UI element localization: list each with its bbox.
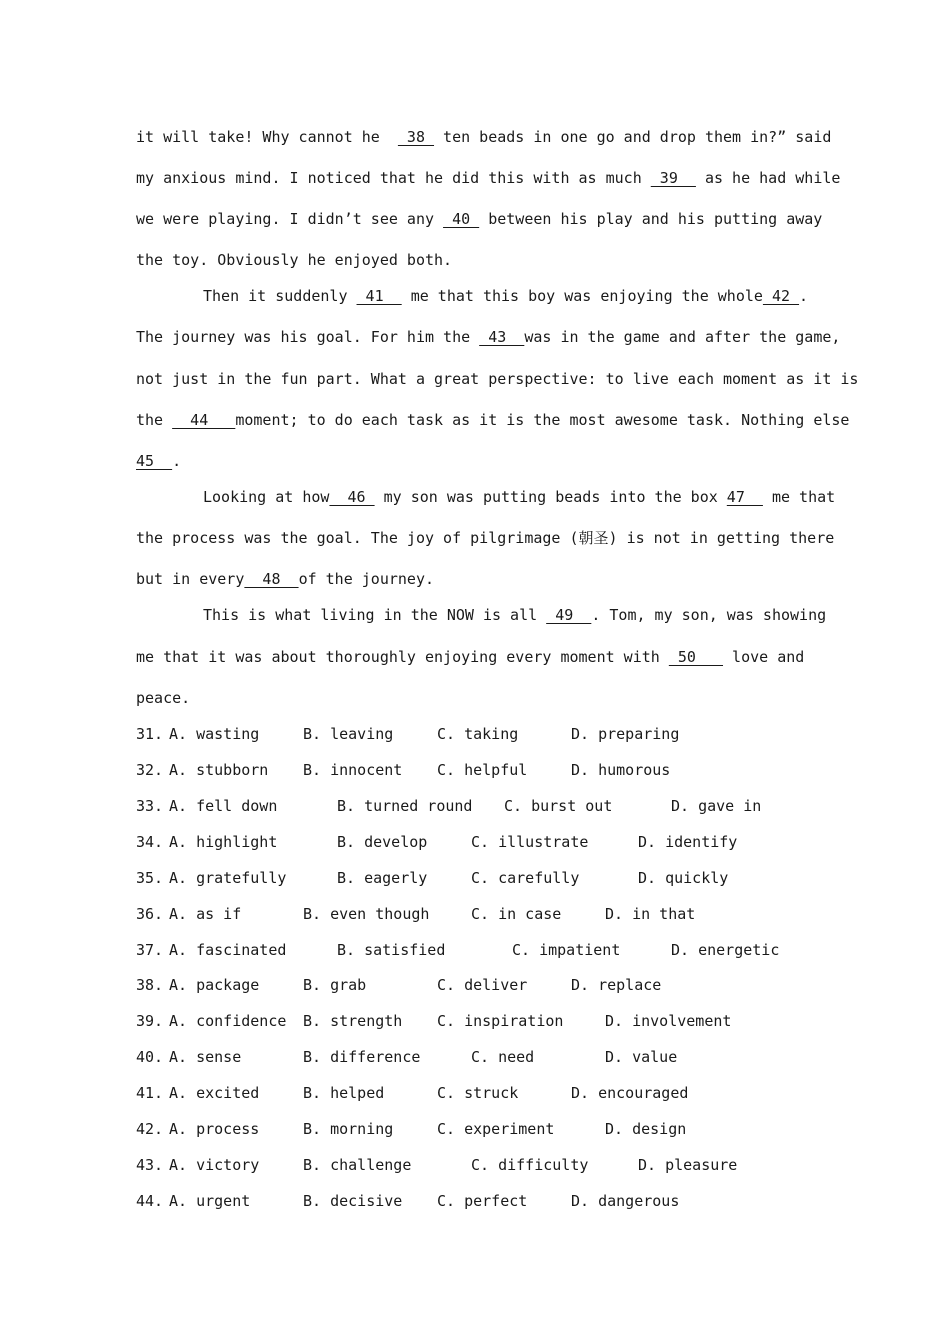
option-b: B. morning: [303, 1120, 394, 1138]
blank-46: 46: [329, 488, 375, 506]
passage-text: was in the game and after the game,: [524, 328, 841, 346]
option-b: B. leaving: [303, 725, 394, 743]
blank-39: 39: [650, 169, 696, 187]
passage-text: moment; to do each task as it is the most awesome task. Nothing else: [235, 411, 850, 429]
question-number: 37.: [136, 941, 164, 959]
option-b: B. helped: [303, 1084, 385, 1102]
option-d: D. replace: [571, 976, 662, 994]
passage-text: as he had while: [695, 169, 841, 187]
option-c: C. perfect: [437, 1192, 528, 1210]
option-b: B. eagerly: [337, 869, 428, 887]
passage-text: .: [799, 287, 809, 305]
question-row: [136, 1155, 816, 1175]
passage-line: peace.: [136, 689, 191, 707]
passage-line: [136, 327, 840, 347]
option-d: D. in that: [605, 905, 696, 923]
option-a: A. fell down: [169, 797, 278, 815]
option-c: C. carefully: [471, 869, 580, 887]
blank-49: 49: [546, 606, 592, 624]
option-d: D. humorous: [571, 761, 671, 779]
option-a: A. victory: [169, 1156, 260, 1174]
question-row: [136, 1119, 816, 1139]
option-b: B. decisive: [303, 1192, 403, 1210]
question-number: 35.: [136, 869, 164, 887]
passage-line: [203, 605, 826, 625]
passage-text: me that it was about thoroughly enjoying every moment with: [136, 648, 669, 666]
option-c: C. struck: [437, 1084, 519, 1102]
option-c: C. in case: [471, 905, 562, 923]
blank-50: 50: [668, 648, 724, 666]
option-a: A. gratefully: [169, 869, 287, 887]
passage-text: we were playing. I didn’t see any: [136, 210, 444, 228]
option-b: B. develop: [337, 833, 428, 851]
option-c: C. taking: [437, 725, 519, 743]
passage-text: between his play and his putting away: [479, 210, 823, 228]
question-row: [136, 796, 816, 816]
passage-text: Looking at how: [203, 488, 330, 506]
passage-text: love and: [723, 648, 805, 666]
passage-line: [136, 209, 822, 229]
option-d: D. pleasure: [638, 1156, 738, 1174]
option-d: D. quickly: [638, 869, 729, 887]
option-a: A. stubborn: [169, 761, 269, 779]
passage-line: [136, 168, 840, 188]
option-d: D. involvement: [605, 1012, 732, 1030]
question-number: 42.: [136, 1120, 164, 1138]
passage-line: [136, 569, 434, 589]
passage-text: my anxious mind. I noticed that he did this with as much: [136, 169, 651, 187]
option-b: B. strength: [303, 1012, 403, 1030]
option-d: D. energetic: [671, 941, 780, 959]
question-number: 41.: [136, 1084, 164, 1102]
option-c: C. helpful: [437, 761, 528, 779]
question-number: 38.: [136, 976, 164, 994]
blank-40: 40: [443, 210, 480, 228]
blank-41: 41: [356, 287, 402, 305]
passage-line: [203, 286, 808, 306]
passage-text: ten beads in one go and drop them in?” said: [434, 128, 832, 146]
option-a: A. highlight: [169, 833, 278, 851]
passage-text: This is what living in the NOW is all: [203, 606, 547, 624]
option-c: C. experiment: [437, 1120, 555, 1138]
passage-text: . Tom, my son, was showing: [591, 606, 827, 624]
option-b: B. challenge: [303, 1156, 412, 1174]
question-row: [136, 1191, 816, 1211]
passage-text: .: [172, 452, 182, 470]
passage-text: but in every: [136, 570, 245, 588]
passage-line: [136, 127, 831, 147]
passage-text: it will take! Why cannot he: [136, 128, 398, 146]
blank-47: 47: [726, 488, 763, 506]
blank-45: 45: [136, 452, 173, 470]
question-row: [136, 904, 816, 924]
question-number: 34.: [136, 833, 164, 851]
option-d: D. gave in: [671, 797, 762, 815]
option-a: A. package: [169, 976, 260, 994]
question-number: 31.: [136, 725, 164, 743]
question-number: 33.: [136, 797, 164, 815]
question-number: 36.: [136, 905, 164, 923]
passage-line: [136, 451, 181, 471]
option-a: A. fascinated: [169, 941, 287, 959]
passage-text: The journey was his goal. For him the: [136, 328, 480, 346]
option-c: C. difficulty: [471, 1156, 589, 1174]
passage-text: my son was putting beads into the box: [374, 488, 727, 506]
option-b: B. difference: [303, 1048, 421, 1066]
option-d: D. value: [605, 1048, 678, 1066]
blank-38: 38: [397, 128, 435, 146]
passage-line: [136, 647, 804, 667]
question-number: 39.: [136, 1012, 164, 1030]
option-b: B. satisfied: [337, 941, 446, 959]
passage-line: not just in the fun part. What a great perspective: to live each moment as it is: [136, 370, 859, 388]
passage-text: me that this boy was enjoying the whole: [401, 287, 763, 305]
option-c: C. illustrate: [471, 833, 589, 851]
passage-line: [136, 410, 849, 430]
question-number: 44.: [136, 1192, 164, 1210]
option-c: C. inspiration: [437, 1012, 564, 1030]
option-a: A. confidence: [169, 1012, 287, 1030]
question-number: 43.: [136, 1156, 164, 1174]
option-d: D. dangerous: [571, 1192, 680, 1210]
option-a: A. wasting: [169, 725, 260, 743]
passage-line: the process was the goal. The joy of pilgrimage (朝圣) is not in getting there: [136, 529, 835, 547]
passage-line: the toy. Obviously he enjoyed both.: [136, 251, 453, 269]
option-d: D. identify: [638, 833, 738, 851]
option-c: C. need: [471, 1048, 535, 1066]
option-d: D. preparing: [571, 725, 680, 743]
question-row: [136, 1047, 816, 1067]
option-a: A. process: [169, 1120, 260, 1138]
question-row: [136, 868, 816, 888]
option-a: A. excited: [169, 1084, 260, 1102]
question-row: [136, 760, 816, 780]
question-row: [136, 832, 816, 852]
question-number: 32.: [136, 761, 164, 779]
option-c: C. burst out: [504, 797, 613, 815]
option-d: D. encouraged: [571, 1084, 689, 1102]
option-b: B. turned round: [337, 797, 473, 815]
question-row: [136, 724, 816, 744]
option-b: B. even though: [303, 905, 430, 923]
question-row: [136, 1011, 816, 1031]
option-a: A. urgent: [169, 1192, 251, 1210]
passage-text: of the journey.: [298, 570, 435, 588]
option-b: B. grab: [303, 976, 367, 994]
question-number: 40.: [136, 1048, 164, 1066]
question-row: [136, 940, 816, 960]
passage-text: the: [136, 411, 173, 429]
blank-48: 48: [244, 570, 299, 588]
option-a: A. as if: [169, 905, 242, 923]
passage-text: me that: [762, 488, 836, 506]
blank-44: 44: [172, 411, 236, 429]
option-c: C. impatient: [512, 941, 621, 959]
passage-text: Then it suddenly: [203, 287, 357, 305]
question-row: [136, 1083, 816, 1103]
blank-42: 42: [762, 287, 800, 305]
option-a: A. sense: [169, 1048, 242, 1066]
option-c: C. deliver: [437, 976, 528, 994]
option-b: B. innocent: [303, 761, 403, 779]
blank-43: 43: [479, 328, 525, 346]
option-d: D. design: [605, 1120, 687, 1138]
question-row: [136, 975, 816, 995]
passage-line: [203, 487, 835, 507]
